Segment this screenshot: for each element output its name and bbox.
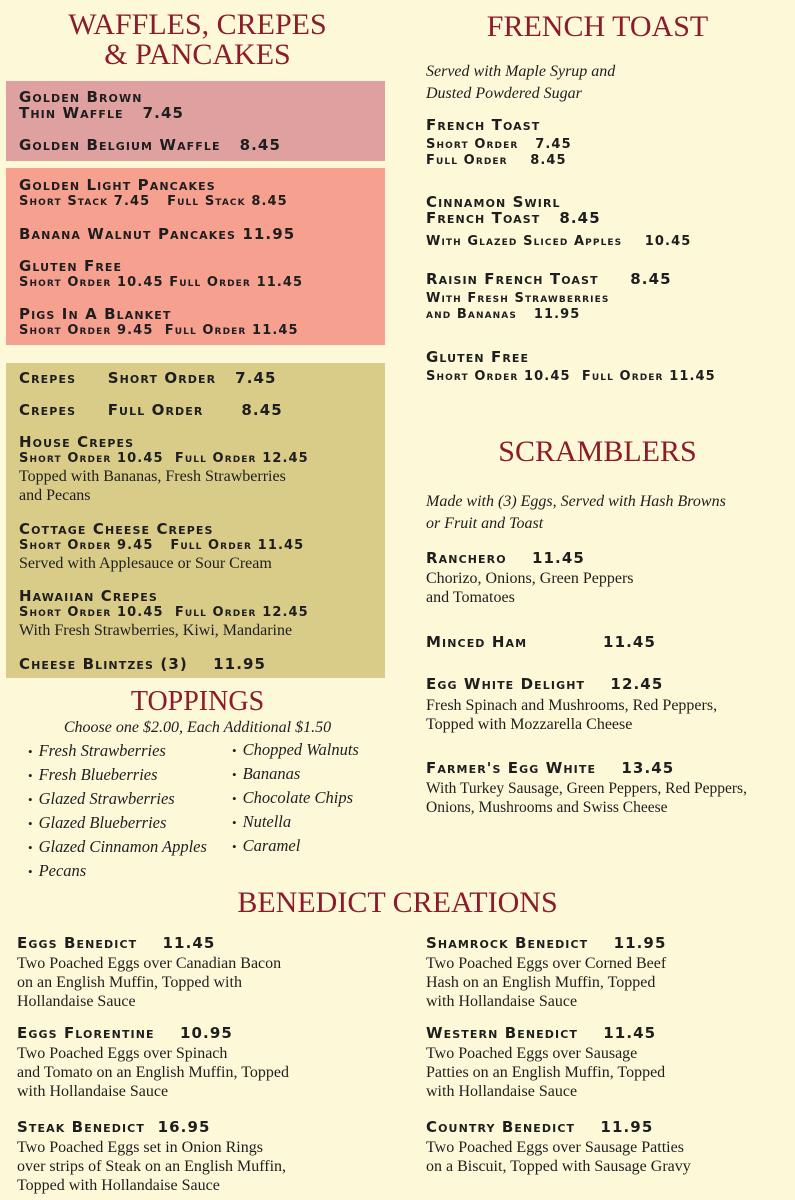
menu-item-name: Cottage Cheese Crepes [19,520,214,538]
menu-item-name: Banana Walnut Pancakes 11.95 [19,225,296,243]
topping-item: • Glazed Cinnamon Apples [28,835,207,859]
menu-item-prices: Short Order 10.45 Full Order 12.45 [19,451,309,466]
menu-item-name: Eggs Florentine 10.95 [17,1024,233,1042]
menu-item-name: Cinnamon Swirl French Toast 8.45 [426,193,601,227]
menu-item-name: House Crepes [19,433,135,451]
topping-item: • Nutella [232,810,359,834]
menu-item-name: Farmer's Egg White 13.45 [426,759,675,777]
menu-item-name: Egg White Delight 12.45 [426,675,664,693]
menu-item-description: Two Poached Eggs set in Onion Rings over strips of Steak on an English Muffin, Topped with Hollandaise Sauce [17,1139,287,1194]
scramblers-title: SCRAMBLERS [498,435,697,468]
menu-item-name: Steak Benedict 16.95 [17,1118,211,1136]
toppings-title: TOPPINGS [130,686,265,717]
topping-item: • Pecans [28,859,207,883]
menu-item-prices: Short Order 10.45 Full Order 12.45 [19,605,309,620]
french-toast-intro: Served with Maple Syrup and Dusted Powdered Sugar [426,63,616,102]
menu-item-name: Golden Belgium Waffle 8.45 [19,136,282,154]
topping-item: • Fresh Strawberries [28,739,207,763]
menu-item-prices: With Glazed Sliced Apples 10.45 [426,234,692,249]
menu-item-name: Western Benedict 11.45 [426,1024,657,1042]
menu-item-description: Two Poached Eggs over Sausage Patties on a Biscuit, Topped with Sausage Gravy [426,1139,691,1175]
topping-item: • Glazed Blueberries [28,811,207,835]
menu-item-description: Two Poached Eggs over Corned Beef Hash on an English Muffin, Topped with Hollandaise Sauce [426,955,667,1010]
menu-item-name: French Toast [426,116,541,134]
topping-item: • Chocolate Chips [232,786,359,810]
menu-item-name: Shamrock Benedict 11.95 [426,934,667,952]
menu-item-name: Eggs Benedict 11.45 [17,934,216,952]
menu-item-description: Two Poached Eggs over Sausage Patties on an English Muffin, Topped with Hollandaise Sauce [426,1045,666,1100]
topping-item: • Caramel [232,834,359,858]
waffles-title-line1: WAFFLES, CREPES [68,8,327,41]
menu-item-name: Country Benedict 11.95 [426,1118,654,1136]
topping-item: • Bananas [232,762,359,786]
menu-item-name: Ranchero 11.45 [426,549,585,567]
topping-item: • Fresh Blueberries [28,763,207,787]
menu-item-description: With Fresh Strawberries, Kiwi, Mandarine [19,622,293,639]
benedict-title: BENEDICT CREATIONS [237,886,558,919]
menu-item-name: Pigs In A Blanket [19,305,172,323]
menu-item-description: Chorizo, Onions, Green Peppers and Tomatoes [426,570,634,606]
menu-item-prices: Short Order 9.45 Full Order 11.45 [19,538,305,553]
pancake-box [6,168,385,345]
toppings-list-left [28,739,207,883]
crepe-box [6,363,385,678]
menu-item-name: Raisin French Toast 8.45 [426,270,672,288]
menu-item-description: Two Poached Eggs over Spinach and Tomato on an English Muffin, Topped with Hollandaise Sauce [17,1045,289,1100]
waffles-title-line2: & PANCAKES [104,38,291,71]
menu-item-description: Two Poached Eggs over Canadian Bacon on an English Muffin, Topped with Hollandaise Sauce [17,955,282,1010]
menu-item-description: Served with Applesauce or Sour Cream [19,555,272,572]
waffle-box [6,81,385,161]
waffles-section-title [0,10,395,70]
menu-item-prices: Short Order 7.45 Full Order 8.45 [426,137,572,168]
menu-item-description: With Turkey Sausage, Green Peppers, Red Peppers, Onions, Mushrooms and Swiss Cheese [426,780,747,816]
menu-item-prices: Short Order 10.45 Full Order 11.45 [426,369,716,384]
menu-item-description: Topped with Bananas, Fresh Strawberries and Pecans [19,468,286,504]
menu-item-name: Gluten Free [19,257,123,275]
menu-item-prices: With Fresh Strawberries and Bananas 11.95 [426,291,610,322]
menu-item-name: Hawaiian Crepes [19,587,158,605]
menu-item-name: Thin Waffle 7.45 [19,104,185,122]
menu-item-prices: Short Stack 7.45 Full Stack 8.45 [19,194,288,209]
toppings-subtitle: Choose one $2.00, Each Additional $1.50 [63,719,332,736]
menu-item-name: Crepes Full Order 8.45 [19,401,283,419]
toppings-list-right [232,738,359,858]
topping-item: • Glazed Strawberries [28,787,207,811]
menu-item-name: Gluten Free [426,348,530,366]
menu-item-name: Minced Ham 11.45 [426,633,656,651]
menu-item-name: Cheese Blintzes (3) 11.95 [19,655,267,673]
menu-item-name: Golden Light Pancakes [19,176,216,194]
menu-item-prices: Short Order 9.45 Full Order 11.45 [19,323,299,338]
topping-item: • Chopped Walnuts [232,738,359,762]
scramblers-intro: Made with (3) Eggs, Served with Hash Browns or Fruit and Toast [426,493,726,532]
menu-item-name: Golden Brown [19,88,143,106]
french-toast-title: FRENCH TOAST [486,10,709,43]
menu-item-name: Crepes Short Order 7.45 [19,369,277,387]
menu-item-prices: Short Order 10.45 Full Order 11.45 [19,275,304,290]
menu-item-description: Fresh Spinach and Mushrooms, Red Peppers, Topped with Mozzarella Cheese [426,697,718,733]
